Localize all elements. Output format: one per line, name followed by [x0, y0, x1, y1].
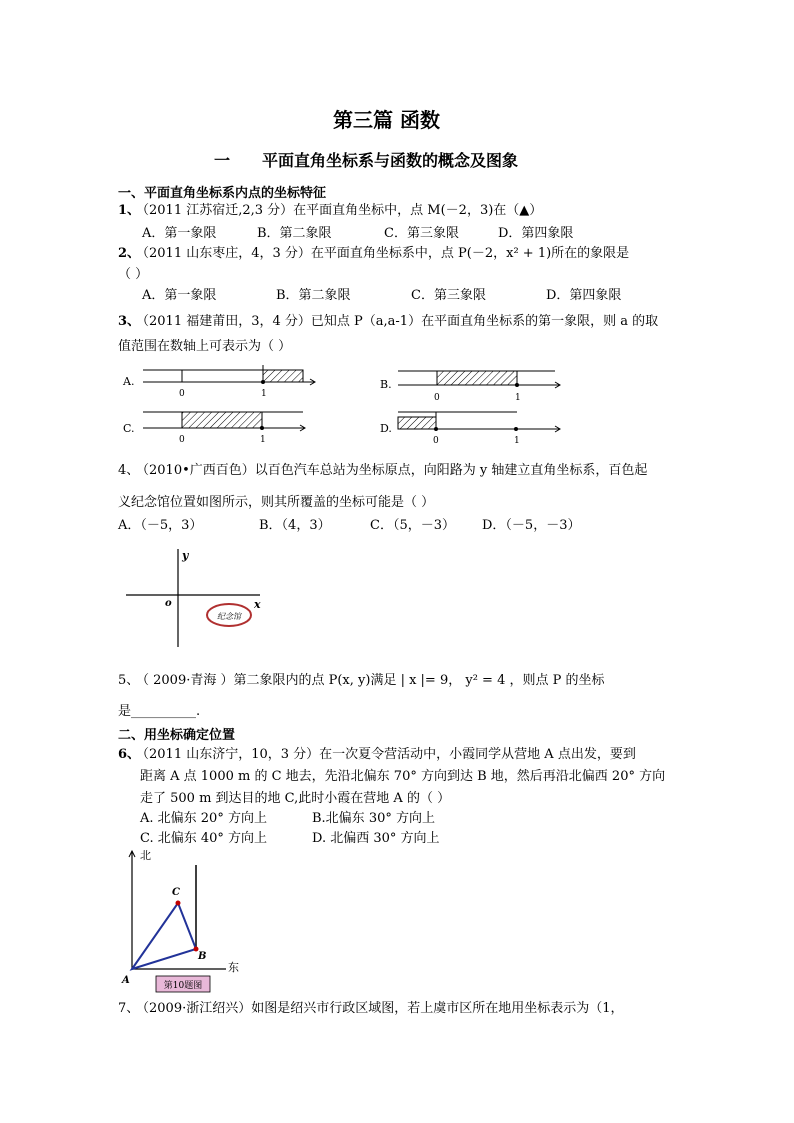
q3-label-d: D. — [380, 422, 392, 435]
q3-label-c: C. — [123, 422, 135, 435]
q2-option-d: D．第四象限 — [546, 288, 622, 303]
q6-bearing-figure — [118, 845, 248, 997]
q4-line-1: （2010•广西百色）以百色汽车总站为坐标原点，向阳路为 y 轴建立直角坐标系，百色起 — [136, 463, 648, 478]
q6-figure-caption: 第10题图 — [163, 981, 203, 991]
q4-origin-label: o — [165, 598, 172, 609]
page-title: 第三篇 函数 — [333, 108, 440, 132]
q6-number: 6、 — [118, 747, 141, 762]
q3-number-lines-figure — [115, 360, 585, 450]
q3-d-tick-0: 0 — [433, 436, 439, 446]
q3-b-tick-0: 0 — [434, 393, 440, 403]
q4-option-b: B．（4，3） — [259, 518, 331, 533]
q6-line-2: 距离 A 点 1000 m 的 C 地去，先沿北偏东 70° 方向到达 B 地，然后再沿北偏西 20° 方向 — [140, 769, 666, 784]
q2-text: （2011 山东枣庄，4，3 分）在平面直角坐标系中，点 P(－2，x² + 1)所在的象限是 — [136, 246, 630, 261]
q4-memorial-hall-label: 纪念馆 — [217, 612, 241, 621]
q7-number: 7、 — [118, 1001, 140, 1016]
q6-option-b: B.北偏东 30° 方向上 — [312, 811, 435, 826]
q1-option-c: C．第三象限 — [384, 226, 459, 241]
q3-a-tick-1: 1 — [261, 389, 267, 399]
q7-line-1: （2009·浙江绍兴）如图是绍兴市行政区域图，若上虞市区所在地用坐标表示为（1， — [136, 1001, 624, 1016]
q3-option-c-number-line — [123, 412, 305, 445]
q3-line-2: 值范围在数轴上可表示为（ ） — [118, 339, 292, 354]
q6-line-3: 走了 500 m 到达目的地 C,此时小霞在营地 A 的（ ） — [140, 791, 451, 806]
q5-line-2: 是__________. — [118, 704, 201, 719]
q6-point-b-label: B — [198, 951, 207, 962]
q1-option-a: A．第一象限 — [142, 226, 217, 241]
q4-y-axis-label: y — [182, 549, 189, 562]
q2-option-b: B．第二象限 — [276, 288, 351, 303]
q4-x-axis-label: x — [254, 598, 261, 611]
q6-point-c-label: C — [172, 887, 180, 898]
q3-option-b-number-line — [380, 371, 560, 403]
q3-a-tick-0: 0 — [179, 389, 185, 399]
subtitle-number: 一 — [214, 151, 231, 170]
q4-line-2: 义纪念馆位置如图所示，则其所覆盖的坐标可能是（ ） — [118, 495, 435, 510]
q1-option-d: D．第四象限 — [498, 226, 574, 241]
q3-c-tick-1: 1 — [260, 435, 266, 445]
q1-text: （2011 江苏宿迁,2,3 分）在平面直角坐标中，点 M(－2，3)在（▲） — [136, 203, 543, 218]
q6-line-1: （2011 山东济宁，10，3 分）在一次夏令营活动中，小霞同学从营地 A 点出发，要到 — [136, 747, 636, 762]
q2-number: 2、 — [118, 246, 141, 261]
q4-option-d: D．（－5，－3） — [482, 518, 581, 533]
subtitle: 平面直角坐标系与函数的概念及图象 — [262, 151, 519, 170]
q6-option-a: A. 北偏东 20° 方向上 — [140, 811, 267, 826]
q4-option-a: A．（－5，3） — [118, 518, 203, 533]
q5-line-1: （ 2009·青海 ）第二象限内的点 P(x, y)满足 | x |= 9， y² = 4 ，则点 P 的坐标 — [136, 673, 605, 688]
q3-option-d-number-line — [380, 412, 560, 446]
q2-option-c: C．第三象限 — [411, 288, 486, 303]
q3-d-tick-1: 1 — [514, 436, 520, 446]
q6-option-c: C. 北偏东 40° 方向上 — [140, 831, 268, 846]
q4-option-c: C．（5，－3） — [370, 518, 455, 533]
q6-point-a-label: A — [122, 975, 130, 986]
q6-option-d: D. 北偏西 30° 方向上 — [312, 831, 440, 846]
q3-line-1: （2011 福建莆田，3，4 分）已知点 P（a,a-1）在平面直角坐标系的第一象限，则 a 的取 — [136, 314, 659, 329]
q2-option-a: A．第一象限 — [142, 288, 217, 303]
q6-east-label: 东 — [228, 961, 239, 974]
section-1-heading: 一、平面直角坐标系内点的坐标特征 — [118, 186, 327, 201]
q4-number: 4、 — [118, 463, 140, 478]
q1-number: 1、 — [118, 203, 141, 218]
q5-number: 5、 — [118, 673, 140, 688]
q3-label-a: A. — [123, 375, 135, 388]
section-2-heading: 二、用坐标确定位置 — [118, 728, 236, 743]
q3-c-tick-0: 0 — [179, 435, 185, 445]
q3-label-b: B. — [380, 378, 392, 391]
q3-option-a-number-line — [122, 365, 315, 399]
q4-coordinate-figure — [122, 545, 272, 650]
q6-north-label: 北 — [140, 849, 151, 862]
q2-answer-paren: （ ） — [118, 267, 149, 282]
q3-b-tick-1: 1 — [515, 393, 521, 403]
q3-number: 3、 — [118, 314, 141, 329]
q1-option-b: B．第二象限 — [257, 226, 332, 241]
